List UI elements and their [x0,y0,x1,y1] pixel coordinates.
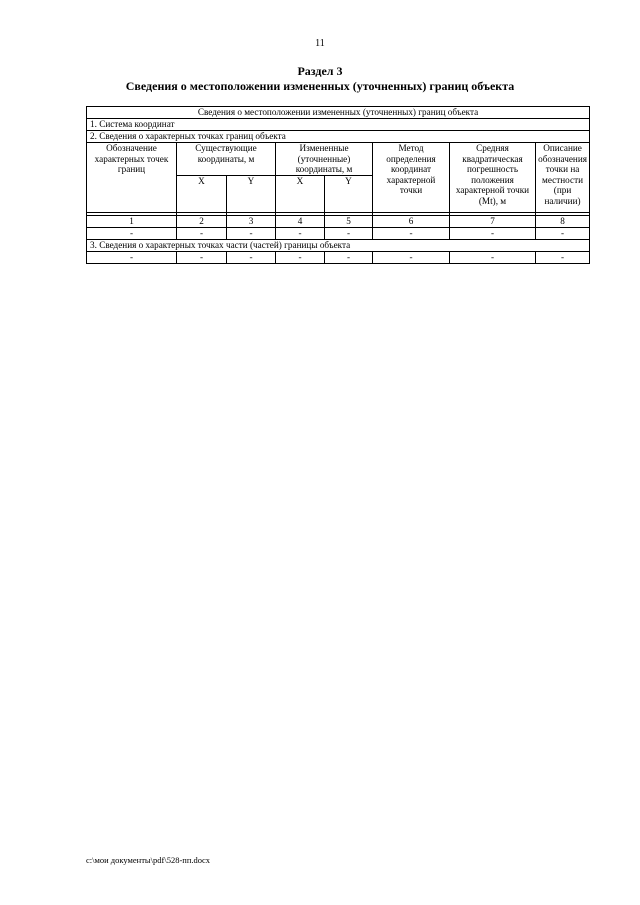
table-cell: - [276,251,325,263]
table-cell: - [325,251,373,263]
table-cell: - [450,251,536,263]
header-existing-coordinates: Существующие координаты, м [177,143,276,176]
table-cell: - [177,227,227,239]
footer-file-path: c:\мои документы\pdf\528-пп.docx [86,855,211,865]
column-number: 5 [325,215,373,227]
table-cell: - [536,251,590,263]
header-changed-x: X [276,175,325,212]
column-number: 7 [450,215,536,227]
header-description: Описание обозначения точки на местности (при наличии) [536,143,590,213]
boundaries-table [86,106,590,264]
column-number: 4 [276,215,325,227]
table-cell: - [276,227,325,239]
header-existing-x: X [177,175,227,212]
section-subtitle: Сведения о местоположении измененных (уточненных) границ объекта [125,79,515,93]
column-number: 6 [373,215,450,227]
table-cell: - [373,227,450,239]
table-cell: - [450,227,536,239]
table-cell: - [227,251,276,263]
column-number: 2 [177,215,227,227]
table-cell: - [177,251,227,263]
column-number: 1 [87,215,177,227]
table-cell: - [536,227,590,239]
header-changed-y: Y [325,175,373,212]
header-changed-coordinates: Измененные (уточненные) координаты, м [276,143,373,176]
section-title: Раздел 3 [297,64,343,78]
table-cell: - [87,227,177,239]
header-designation: Обозначение характерных точек границ [87,143,177,213]
header-error: Средняя квадратическая погрешность положения характерной точки (Mt), м [450,143,536,213]
table-cell: - [373,251,450,263]
column-number: 3 [227,215,276,227]
page-number: 11 [315,38,325,49]
boundary-parts-row: 3. Сведения о характерных точках части (частей) границы объекта [87,239,590,251]
coordinate-system-row: 1. Система координат [87,119,590,131]
table-cell: - [87,251,177,263]
header-method: Метод определения координат характерной точки [373,143,450,213]
column-number: 8 [536,215,590,227]
table-caption: Сведения о местоположении измененных (уточненных) границ объекта [87,107,590,119]
table-cell: - [325,227,373,239]
table-cell: - [227,227,276,239]
boundary-points-row: 2. Сведения о характерных точках границ объекта [87,131,590,143]
header-existing-y: Y [227,175,276,212]
